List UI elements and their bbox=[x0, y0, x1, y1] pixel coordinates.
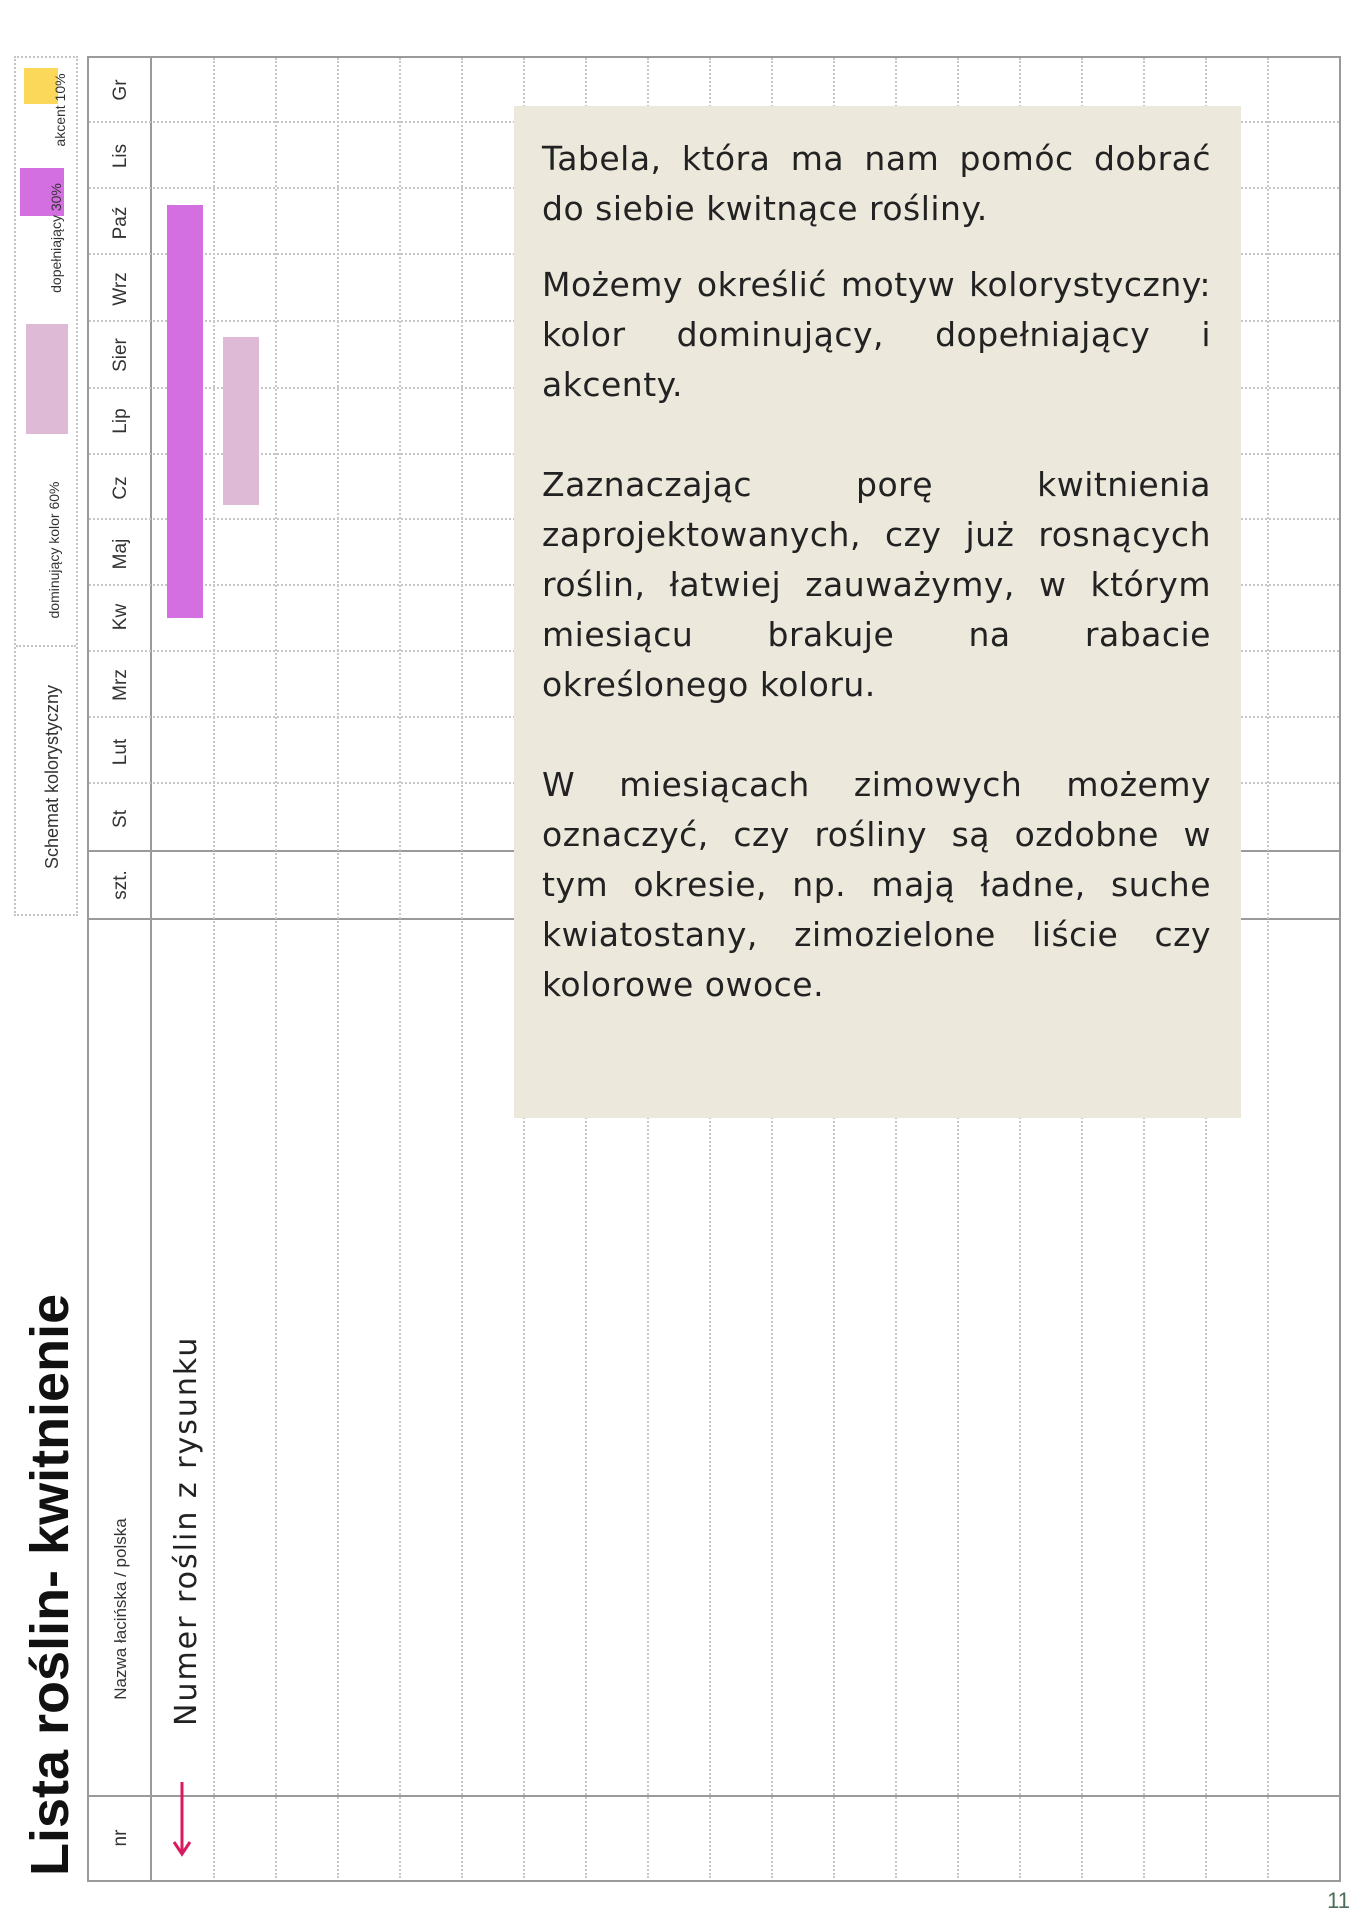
info-paragraph: Możemy określić motyw kolorystyczny: kolor dominujący, dopełniający i akcenty. bbox=[542, 265, 1211, 404]
month-header-gr: Gr bbox=[110, 79, 131, 101]
month-header-kw: Kw bbox=[110, 603, 131, 631]
info-paragraph: W miesiącach zimowych możemy oznaczyć, czy rośliny są ozdobne w tym okresie, np. mają ładne, suche kwiatostany, zimozielone liście czy kolorowe owoce. bbox=[542, 765, 1211, 1004]
header-name: Nazwa łacińska / polska bbox=[111, 1518, 130, 1700]
page-title: Lista roślin- kwitnienie bbox=[20, 1293, 80, 1876]
month-header-mrz: Mrz bbox=[110, 669, 131, 701]
legend-label-complementary: dopełniający 30% bbox=[48, 183, 64, 293]
month-header-cz: Cz bbox=[110, 476, 131, 500]
month-header-wrz: Wrz bbox=[110, 272, 131, 306]
bloom-bar-complementary bbox=[167, 205, 203, 618]
header-column-border bbox=[150, 58, 152, 1880]
grid-column-line bbox=[399, 58, 401, 1878]
grid-column-line bbox=[213, 58, 215, 1878]
legend-label-dominant: dominujący kolor 60% bbox=[46, 481, 62, 619]
header-qty: szt. bbox=[110, 870, 131, 900]
month-header-maj: Maj bbox=[110, 538, 131, 570]
month-header-lip: Lip bbox=[110, 408, 131, 434]
legend-label-accent: akcent 10% bbox=[52, 73, 68, 147]
header-nr: nr bbox=[110, 1829, 131, 1847]
grid-column-line bbox=[1267, 58, 1269, 1878]
info-box bbox=[514, 106, 1241, 1118]
month-header-paź: Paź bbox=[110, 206, 131, 240]
month-header-sier: Sier bbox=[110, 338, 131, 372]
legend-title: Schemat kolorystyczny bbox=[42, 684, 62, 870]
grid-column-line bbox=[461, 58, 463, 1878]
month-header-lut: Lut bbox=[110, 738, 131, 766]
info-paragraph: Zaznaczając porę kwitnienia zaprojektowanych, czy już rosnących roślin, łatwiej zauważymy, w którym miesiącu brakuje na rabacie określonego koloru. bbox=[542, 465, 1211, 704]
month-header-lis: Lis bbox=[110, 143, 131, 169]
page-number: 11 bbox=[1327, 1888, 1350, 1913]
info-paragraph: Tabela, która ma nam pomóc dobrać do siebie kwitnące rośliny. bbox=[542, 139, 1211, 228]
bloom-bar-dominant bbox=[223, 337, 259, 505]
grid-column-line bbox=[337, 58, 339, 1878]
month-header-st: St bbox=[110, 810, 131, 828]
grid-column-line bbox=[275, 58, 277, 1878]
handwritten-note: Numer roślin z rysunku bbox=[169, 1335, 204, 1726]
legend-swatch-dominant bbox=[26, 324, 68, 434]
arrow-down-icon bbox=[170, 1780, 194, 1860]
